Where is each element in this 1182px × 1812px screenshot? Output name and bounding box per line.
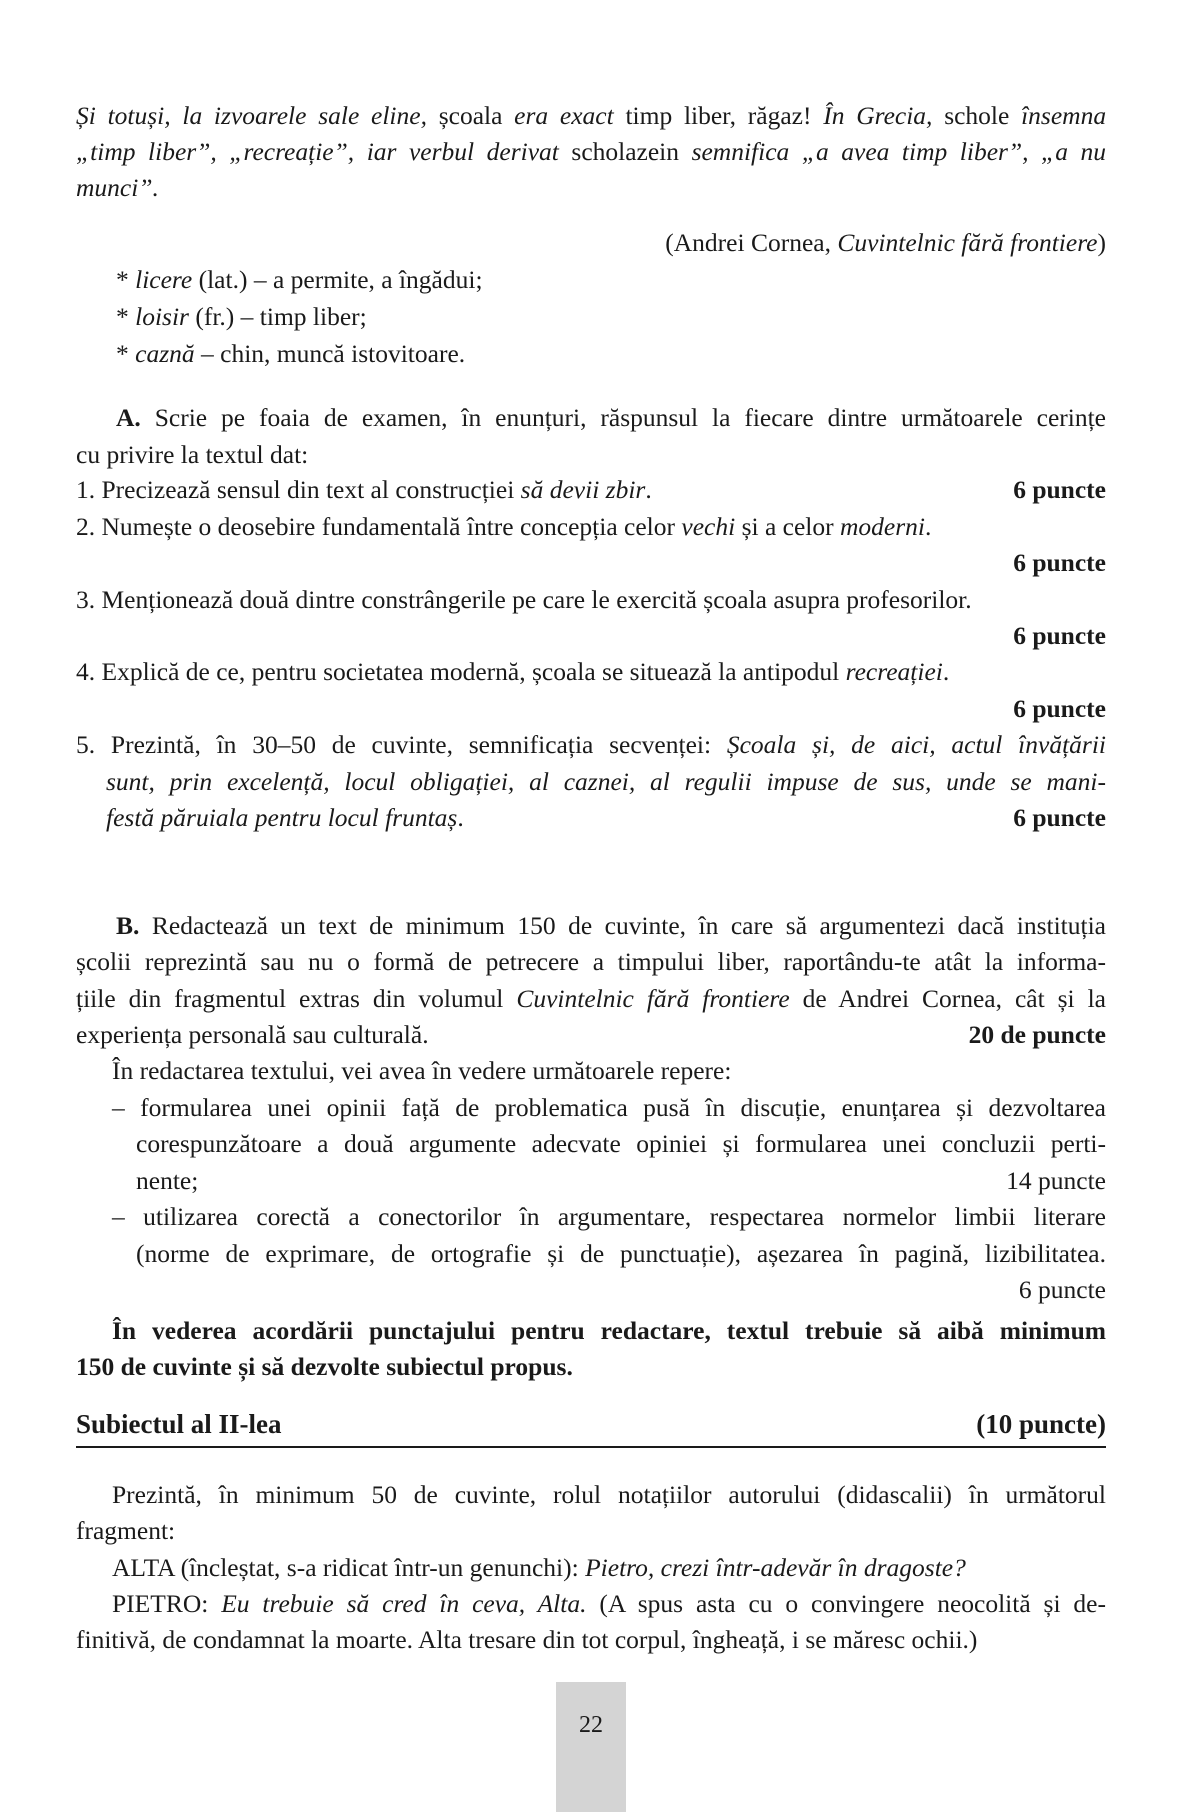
intro-line-3 bbox=[76, 170, 1106, 206]
criterion-text: nente; bbox=[136, 1166, 199, 1195]
dialogue-line: Eu trebuie să cred în ceva, Alta. bbox=[221, 1589, 587, 1618]
question-1 bbox=[76, 472, 1106, 508]
gloss-definition: (lat.) – a permite, a îngădui; bbox=[192, 265, 483, 294]
gloss-marker: * bbox=[116, 339, 136, 368]
page-number-box bbox=[556, 1682, 626, 1812]
subiect-2-heading bbox=[76, 1404, 1106, 1448]
gloss-definition: (fr.) – timp liber; bbox=[188, 302, 367, 331]
question-quote: sunt, prin excelență, locul obligației, al caznei, al regulii impuse de sus, unde se mani- bbox=[106, 767, 1106, 796]
question-5-line-1 bbox=[76, 727, 1106, 763]
criterion-1-line-2 bbox=[136, 1126, 1106, 1162]
subiect-2-line-1 bbox=[112, 1477, 1106, 1513]
question-text: 2. Numește o deosebire fundamentală între concepția celor bbox=[76, 512, 682, 541]
criterion-2-line-2 bbox=[136, 1236, 1106, 1272]
question-text: 3. Menționează două dintre constrângerile pe care le exercită școala asupra profesorilor. bbox=[76, 585, 972, 614]
question-text: recreației bbox=[845, 657, 943, 686]
section-b-label: B. bbox=[116, 911, 140, 940]
question-2-points: 6 puncte bbox=[1013, 548, 1106, 577]
intro-text: „timp liber”, „recreație”, iar verbul derivat bbox=[76, 137, 559, 166]
criterion-1-line-3 bbox=[136, 1163, 1106, 1199]
subiect-2-line-4 bbox=[112, 1586, 1106, 1622]
dialogue-text: finitivă, de condamnat la moarte. Alta tresare din tot corpul, îngheață, i se măresc ochii.) bbox=[76, 1625, 978, 1654]
question-5-line-2 bbox=[106, 764, 1106, 800]
question-text: . bbox=[645, 475, 652, 504]
criterion-1-points: 14 puncte bbox=[1006, 1166, 1106, 1195]
question-text: 5. Prezintă, în 30–50 de cuvinte, semnificația secvenței: bbox=[76, 730, 712, 759]
section-b-text: Redactează un text de minimum 150 de cuvinte, în care să argumentezi dacă instituția bbox=[139, 911, 1106, 940]
intro-text: Și totuși, la izvoarele sale eline, bbox=[76, 101, 427, 130]
gloss-marker: * bbox=[116, 265, 136, 294]
section-b-line-5 bbox=[112, 1053, 1106, 1089]
subiect-2-title: Subiectul al II-lea bbox=[76, 1409, 282, 1439]
section-b-points: 20 de puncte bbox=[968, 1020, 1106, 1049]
question-4 bbox=[76, 654, 1106, 690]
question-quote: Școala și, de aici, actul învățării bbox=[726, 730, 1106, 759]
dialogue-line: Pietro, crezi într-adevăr în dragoste? bbox=[585, 1553, 966, 1582]
subiect-2-points: (10 puncte) bbox=[976, 1409, 1106, 1439]
intro-text: semnifica „a avea timp liber”, „a nu bbox=[691, 137, 1106, 166]
section-b-text: În redactarea textului, vei avea în vedere următoarele repere: bbox=[112, 1056, 732, 1085]
question-quote: festă păruiala pentru locul fruntaș bbox=[106, 803, 458, 832]
dialogue-text: (A spus asta cu o convingere neocolită și de- bbox=[586, 1589, 1106, 1618]
page-number: 22 bbox=[579, 1712, 603, 1738]
question-3-points: 6 puncte bbox=[1013, 621, 1106, 650]
section-b-text: experiența personală sau culturală. bbox=[76, 1020, 429, 1049]
gloss-term: licere bbox=[135, 265, 193, 294]
gloss-term: loisir bbox=[135, 302, 189, 331]
subiect-2-line-2 bbox=[76, 1513, 1106, 1549]
question-1-points: 6 puncte bbox=[1013, 475, 1106, 504]
criterion-1-line-1 bbox=[112, 1090, 1106, 1126]
question-text: moderni bbox=[839, 512, 925, 541]
gloss-licere bbox=[116, 262, 1106, 298]
intro-text: munci”. bbox=[76, 173, 159, 202]
question-text: . bbox=[942, 657, 950, 686]
intro-text: timp liber, răgaz! bbox=[625, 101, 812, 130]
question-text: . bbox=[457, 803, 464, 832]
section-b-line-1 bbox=[116, 908, 1106, 944]
source-citation bbox=[76, 225, 1106, 261]
question-2 bbox=[76, 509, 1106, 545]
intro-text: schole bbox=[944, 101, 1010, 130]
question-5-points: 6 puncte bbox=[1013, 803, 1106, 832]
dialogue-text: ALTA (încleștat, s-a ridicat într-un genunchi): bbox=[112, 1553, 586, 1582]
criterion-text: – utilizarea corectă a conectorilor în argumentare, respectarea normelor limbii literare bbox=[112, 1202, 1106, 1231]
dialogue-speaker: PIETRO: bbox=[112, 1589, 222, 1618]
intro-text: era exact bbox=[514, 101, 614, 130]
section-b-text: țiile din fragmentul extras din volumul bbox=[76, 984, 517, 1013]
criterion-2-points: 6 puncte bbox=[1018, 1275, 1106, 1304]
section-b-book-title: Cuvintelnic fără frontiere bbox=[516, 984, 790, 1013]
gloss-loisir bbox=[116, 299, 1106, 335]
criterion-text: – formularea unei opinii față de problematica pusă în discuție, enunțarea și dezvoltarea bbox=[112, 1093, 1106, 1122]
section-a-text: cu privire la textul dat: bbox=[76, 440, 309, 469]
gloss-term: caznă bbox=[135, 339, 195, 368]
section-b-line-3 bbox=[76, 981, 1106, 1017]
criterion-2-line-1 bbox=[112, 1199, 1106, 1235]
subiect-2-line-3 bbox=[112, 1550, 1106, 1586]
question-text: să devii zbir bbox=[520, 475, 646, 504]
subiect-2-line-5 bbox=[76, 1622, 1106, 1658]
criterion-text: corespunzătoare a două argumente adecvate opiniei și formularea unei concluzii perti- bbox=[136, 1129, 1106, 1158]
section-b-text: școlii reprezintă sau nu o formă de petrecere a timpului liber, raportându-te atât la informa- bbox=[76, 947, 1106, 976]
note-text: 150 de cuvinte și să dezvolte subiectul propus. bbox=[76, 1352, 573, 1381]
gloss-marker: * bbox=[116, 302, 136, 331]
section-a-intro-1 bbox=[116, 400, 1106, 436]
intro-line-1 bbox=[76, 98, 1106, 134]
intro-line-2 bbox=[76, 134, 1106, 170]
intro-text: scholazein bbox=[571, 137, 680, 166]
note-line-1 bbox=[112, 1313, 1106, 1349]
question-5-line-3 bbox=[106, 800, 1106, 836]
note-text: În vederea acordării punctajului pentru redactare, textul trebuie să aibă minimum bbox=[112, 1316, 1106, 1345]
section-a-text: Scrie pe foaia de examen, în enunțuri, răspunsul la fiecare dintre următoarele cerințe bbox=[140, 403, 1106, 432]
section-b-line-4 bbox=[76, 1017, 1106, 1053]
source-author: (Andrei Cornea, bbox=[665, 228, 831, 257]
gloss-definition: – chin, muncă istovitoare. bbox=[194, 339, 466, 368]
section-a-intro-2 bbox=[76, 437, 1106, 473]
gloss-cazna bbox=[116, 336, 1106, 372]
intro-text: școala bbox=[438, 101, 503, 130]
section-b-text: de Andrei Cornea, cât și la bbox=[789, 984, 1107, 1013]
intro-text: însemna bbox=[1021, 101, 1107, 130]
section-a-label: A. bbox=[116, 403, 141, 432]
source-title: Cuvintelnic fără frontiere bbox=[837, 228, 1098, 257]
question-text: . bbox=[924, 512, 932, 541]
question-text: 4. Explică de ce, pentru societatea modernă, școala se situează la antipodul bbox=[76, 657, 846, 686]
intro-text: În Grecia, bbox=[823, 101, 933, 130]
subiect-2-text: fragment: bbox=[76, 1516, 176, 1545]
question-text: și a celor bbox=[735, 512, 840, 541]
criterion-text: (norme de exprimare, de ortografie și de punctuație), așezarea în pagină, lizibilitatea. bbox=[136, 1239, 1106, 1268]
subiect-2-text: Prezintă, în minimum 50 de cuvinte, rolul notațiilor autorului (didascalii) în următorul bbox=[112, 1480, 1106, 1509]
question-text: 1. Precizează sensul din text al construcției bbox=[76, 475, 521, 504]
section-b-line-2 bbox=[76, 944, 1106, 980]
question-4-points: 6 puncte bbox=[1013, 694, 1106, 723]
source-paren: ) bbox=[1097, 228, 1106, 257]
question-3 bbox=[76, 582, 1106, 618]
question-text: vechi bbox=[681, 512, 736, 541]
note-line-2 bbox=[76, 1349, 1106, 1385]
